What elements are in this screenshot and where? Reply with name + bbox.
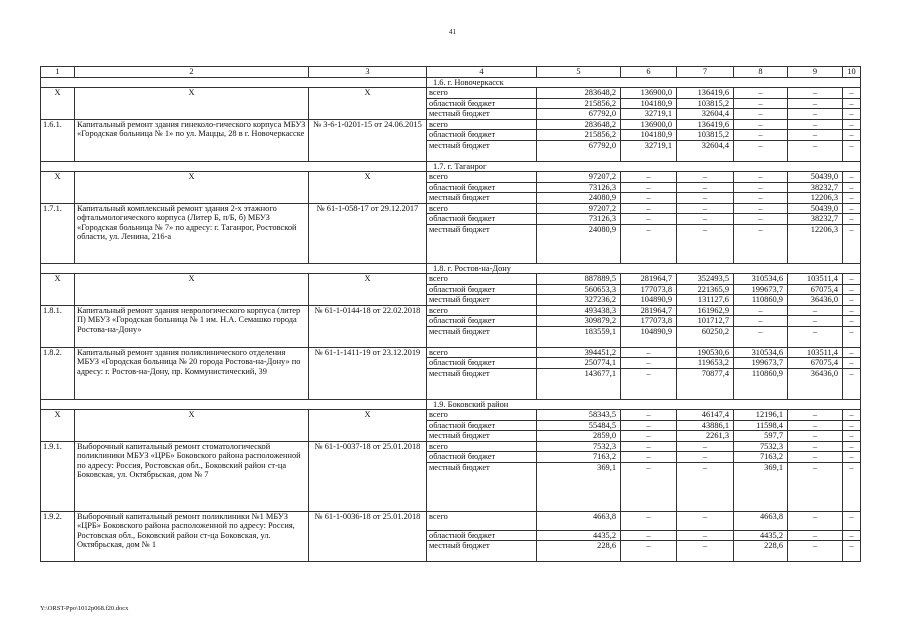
amount-cell: – — [843, 109, 861, 120]
amount-cell: 281964,7 — [621, 274, 677, 285]
item-number: 1.6.1. — [41, 119, 75, 161]
amount-cell: 55484,5 — [537, 420, 621, 431]
amount-cell: 352493,5 — [677, 274, 734, 285]
total-marker: Х — [41, 410, 75, 442]
amount-cell: – — [788, 431, 843, 442]
amount-cell: 183559,1 — [537, 326, 621, 347]
column-header: 4 — [427, 67, 537, 78]
amount-cell: 101712,7 — [677, 316, 734, 327]
amount-cell: – — [734, 193, 788, 204]
amount-cell: – — [677, 203, 734, 214]
amount-cell: – — [788, 316, 843, 327]
amount-cell: – — [843, 530, 861, 541]
amount-cell: 131127,6 — [677, 295, 734, 306]
section-title: 1.8. г. Ростов-на-Дону — [427, 263, 861, 274]
budget-source-label: всего — [427, 203, 537, 214]
amount-cell: – — [621, 224, 677, 263]
amount-cell: 215856,2 — [537, 130, 621, 141]
section-title-row — [41, 263, 861, 274]
column-header: 2 — [75, 67, 309, 78]
section-title-row — [41, 399, 861, 410]
amount-cell: 177073,8 — [621, 316, 677, 327]
budget-source-label: всего — [427, 274, 537, 285]
amount-cell: 24080,9 — [537, 193, 621, 204]
amount-cell: – — [734, 316, 788, 327]
amount-cell: 2859,0 — [537, 431, 621, 442]
amount-cell: – — [843, 274, 861, 285]
item-document: № 61-1-058-17 от 29.12.2017 — [309, 203, 427, 263]
budget-source-label: всего — [427, 88, 537, 99]
amount-cell: 67792,0 — [537, 140, 621, 161]
amount-cell: 7163,2 — [537, 452, 621, 463]
amount-cell: – — [621, 410, 677, 421]
amount-cell: – — [734, 98, 788, 109]
amount-cell: 221365,9 — [677, 284, 734, 295]
amount-cell: – — [788, 305, 843, 316]
amount-cell: 12206,3 — [788, 193, 843, 204]
amount-cell: 32719,1 — [621, 109, 677, 120]
amount-cell: 24080,9 — [537, 224, 621, 263]
amount-cell: – — [677, 182, 734, 193]
section-title: 1.6. г. Новочеркасск — [427, 77, 861, 88]
amount-cell: 67792,0 — [537, 109, 621, 120]
amount-cell: – — [788, 410, 843, 421]
column-header: 10 — [843, 67, 861, 78]
amount-cell: – — [788, 530, 843, 541]
amount-cell: 4435,2 — [734, 530, 788, 541]
amount-cell: – — [621, 530, 677, 541]
section-total-row — [41, 88, 861, 99]
amount-cell: 369,1 — [537, 462, 621, 511]
amount-cell: – — [788, 462, 843, 511]
amount-cell: – — [843, 305, 861, 316]
budget-source-label: областной бюджет — [427, 316, 537, 327]
amount-cell: – — [734, 140, 788, 161]
amount-cell: – — [843, 441, 861, 452]
amount-cell: 250774,1 — [537, 358, 621, 369]
amount-cell: – — [843, 410, 861, 421]
section-total-row — [41, 274, 861, 285]
amount-cell: 7163,2 — [734, 452, 788, 463]
item-row — [41, 305, 861, 316]
amount-cell: 119653,2 — [677, 358, 734, 369]
amount-cell: – — [677, 462, 734, 511]
column-header: 7 — [677, 67, 734, 78]
amount-cell: – — [788, 88, 843, 99]
section-spacer — [41, 263, 427, 274]
amount-cell: – — [677, 193, 734, 204]
amount-cell: 43886,1 — [677, 420, 734, 431]
amount-cell: 32719,1 — [621, 140, 677, 161]
amount-cell: – — [788, 326, 843, 347]
budget-source-label: всего — [427, 119, 537, 130]
budget-source-label: всего — [427, 511, 537, 530]
amount-cell: 97207,2 — [537, 172, 621, 183]
amount-cell: – — [843, 88, 861, 99]
amount-cell: – — [621, 452, 677, 463]
amount-cell: – — [621, 541, 677, 562]
item-name: Капитальный комплексный ремонт здания 2-х этажного офтальмологического корпуса (Литер Б, п/Б, б) МБУЗ «Городская больница № 7» по адресу: г. Таганрог, Ростовской области, ул. Ленина, 216-а — [75, 203, 309, 263]
amount-cell: 36436,0 — [788, 295, 843, 306]
amount-cell: 12196,1 — [734, 410, 788, 421]
column-header: 3 — [309, 67, 427, 78]
amount-cell: 4435,2 — [537, 530, 621, 541]
amount-cell: – — [843, 172, 861, 183]
budget-source-label: областной бюджет — [427, 284, 537, 295]
amount-cell: 50439,0 — [788, 203, 843, 214]
amount-cell: 310534,6 — [734, 274, 788, 285]
total-marker: Х — [41, 172, 75, 204]
amount-cell: 228,6 — [734, 541, 788, 562]
item-row — [41, 511, 861, 530]
item-name: Капитальный ремонт здания неврологического корпуса (литер П) МБУЗ «Городская больница № 1 им. Н.А. Семашко города Ростова-на-Дону» — [75, 305, 309, 347]
total-marker: Х — [309, 410, 427, 442]
amount-cell: 136900,0 — [621, 119, 677, 130]
total-marker: Х — [75, 172, 309, 204]
amount-cell: – — [843, 462, 861, 511]
amount-cell: 310534,6 — [734, 347, 788, 358]
total-marker: Х — [41, 274, 75, 306]
amount-cell: 32604,4 — [677, 109, 734, 120]
amount-cell: 32604,4 — [677, 140, 734, 161]
amount-cell: 38232,7 — [788, 182, 843, 193]
budget-source-label: всего — [427, 172, 537, 183]
amount-cell: 70877,4 — [677, 368, 734, 399]
amount-cell: 36436,0 — [788, 368, 843, 399]
amount-cell: 104180,9 — [621, 130, 677, 141]
amount-cell: – — [843, 140, 861, 161]
amount-cell: 104890,9 — [621, 295, 677, 306]
amount-cell: 67075,4 — [788, 358, 843, 369]
amount-cell: – — [788, 98, 843, 109]
amount-cell: – — [843, 98, 861, 109]
total-marker: Х — [309, 172, 427, 204]
item-row — [41, 347, 861, 358]
amount-cell: 104890,9 — [621, 326, 677, 347]
budget-source-label: областной бюджет — [427, 452, 537, 463]
amount-cell: – — [677, 224, 734, 263]
amount-cell: 281964,7 — [621, 305, 677, 316]
item-name: Выборочный капитальный ремонт поликлиники №1 МБУЗ «ЦРБ» Боковского района расположенной по адресу: Россия, Ростовская обл., Боковский район ст-ца Боковская, ул. Октябрьская, дом № 1 — [75, 511, 309, 562]
budget-source-label: всего — [427, 305, 537, 316]
amount-cell: 103815,2 — [677, 98, 734, 109]
amount-cell: – — [677, 530, 734, 541]
amount-cell: 7532,3 — [734, 441, 788, 452]
amount-cell: – — [788, 452, 843, 463]
file-path-footer: Y:\ORST-Ppo\1012p068.f20.docx — [40, 605, 129, 612]
section-title-row — [41, 77, 861, 88]
item-row — [41, 203, 861, 214]
amount-cell: – — [734, 224, 788, 263]
amount-cell: 12206,3 — [788, 224, 843, 263]
amount-cell: – — [677, 441, 734, 452]
section-spacer — [41, 399, 427, 410]
amount-cell: 327236,2 — [537, 295, 621, 306]
amount-cell: – — [843, 326, 861, 347]
amount-cell: – — [843, 119, 861, 130]
section-total-row — [41, 410, 861, 421]
amount-cell: 73126,3 — [537, 182, 621, 193]
total-marker: Х — [75, 410, 309, 442]
amount-cell: – — [621, 431, 677, 442]
amount-cell: – — [734, 130, 788, 141]
amount-cell: 199673,7 — [734, 358, 788, 369]
amount-cell: – — [677, 452, 734, 463]
item-number: 1.8.1. — [41, 305, 75, 347]
amount-cell: – — [843, 295, 861, 306]
amount-cell: – — [843, 541, 861, 562]
amount-cell: 7532,3 — [537, 441, 621, 452]
section-title: 1.9. Боковский район — [427, 399, 861, 410]
item-document: № 61-1-1411-19 от 23.12.2019 — [309, 347, 427, 399]
table-body — [41, 67, 861, 562]
budget-source-label: местный бюджет — [427, 326, 537, 347]
budget-source-label: местный бюджет — [427, 462, 537, 511]
amount-cell: – — [677, 511, 734, 530]
amount-cell: – — [843, 347, 861, 358]
amount-cell: – — [843, 224, 861, 263]
amount-cell: 177073,8 — [621, 284, 677, 295]
amount-cell: 11598,4 — [734, 420, 788, 431]
budget-source-label: местный бюджет — [427, 541, 537, 562]
amount-cell: 136900,0 — [621, 88, 677, 99]
amount-cell: – — [788, 511, 843, 530]
amount-cell: 161962,9 — [677, 305, 734, 316]
amount-cell: 103815,2 — [677, 130, 734, 141]
amount-cell: – — [621, 347, 677, 358]
amount-cell: 394451,2 — [537, 347, 621, 358]
amount-cell: – — [788, 441, 843, 452]
budget-source-label: областной бюджет — [427, 214, 537, 225]
amount-cell: – — [734, 214, 788, 225]
amount-cell: 283648,2 — [537, 119, 621, 130]
amount-cell: – — [734, 172, 788, 183]
budget-source-label: местный бюджет — [427, 109, 537, 120]
amount-cell: 50439,0 — [788, 172, 843, 183]
amount-cell: – — [734, 305, 788, 316]
budget-source-label: местный бюджет — [427, 431, 537, 442]
amount-cell: – — [843, 130, 861, 141]
amount-cell: – — [621, 182, 677, 193]
amount-cell: – — [621, 368, 677, 399]
amount-cell: 58343,5 — [537, 410, 621, 421]
amount-cell: – — [788, 119, 843, 130]
amount-cell: – — [843, 214, 861, 225]
amount-cell: 67075,4 — [788, 284, 843, 295]
amount-cell: – — [734, 119, 788, 130]
amount-cell: 560653,3 — [537, 284, 621, 295]
amount-cell: – — [621, 420, 677, 431]
budget-source-label: областной бюджет — [427, 182, 537, 193]
amount-cell: 199673,7 — [734, 284, 788, 295]
budget-source-label: всего — [427, 410, 537, 421]
amount-cell: 103511,4 — [788, 274, 843, 285]
item-name: Капитальный ремонт здания гинеколо-гического корпуса МБУЗ «Городская больница № 1» по ул. Маццы, 28 в г. Новочеркасске — [75, 119, 309, 161]
amount-cell: 190530,6 — [677, 347, 734, 358]
amount-cell: – — [621, 172, 677, 183]
budget-source-label: областной бюджет — [427, 358, 537, 369]
amount-cell: 2261,3 — [677, 431, 734, 442]
amount-cell: 597,7 — [734, 431, 788, 442]
amount-cell: 103511,4 — [788, 347, 843, 358]
amount-cell: – — [843, 316, 861, 327]
amount-cell: – — [843, 368, 861, 399]
budget-source-label: местный бюджет — [427, 368, 537, 399]
amount-cell: – — [843, 193, 861, 204]
section-spacer — [41, 161, 427, 172]
amount-cell: – — [843, 284, 861, 295]
budget-source-label: местный бюджет — [427, 295, 537, 306]
budget-source-label: областной бюджет — [427, 420, 537, 431]
amount-cell: – — [788, 130, 843, 141]
budget-source-label: местный бюджет — [427, 193, 537, 204]
item-document: № 61-1-0036-18 от 25.01.2018 — [309, 511, 427, 562]
amount-cell: – — [677, 541, 734, 562]
column-header: 5 — [537, 67, 621, 78]
budget-source-label: всего — [427, 347, 537, 358]
section-title-row — [41, 161, 861, 172]
item-document: № 61-1-0144-18 от 22.02.2018 — [309, 305, 427, 347]
amount-cell: – — [788, 140, 843, 161]
amount-cell: – — [788, 541, 843, 562]
amount-cell: – — [621, 193, 677, 204]
budget-source-label: областной бюджет — [427, 98, 537, 109]
amount-cell: – — [621, 462, 677, 511]
item-number: 1.9.2. — [41, 511, 75, 562]
amount-cell: – — [621, 203, 677, 214]
amount-cell: – — [621, 441, 677, 452]
amount-cell: – — [734, 109, 788, 120]
item-document: № 61-1-0037-18 от 25.01.2018 — [309, 441, 427, 511]
item-row — [41, 441, 861, 452]
column-header: 6 — [621, 67, 677, 78]
column-header: 8 — [734, 67, 788, 78]
amount-cell: – — [843, 420, 861, 431]
amount-cell: – — [734, 203, 788, 214]
amount-cell: 60250,2 — [677, 326, 734, 347]
section-title: 1.7. г. Таганрог — [427, 161, 861, 172]
amount-cell: 110860,9 — [734, 368, 788, 399]
total-marker: Х — [309, 88, 427, 120]
budget-source-label: областной бюджет — [427, 130, 537, 141]
page-number: 41 — [449, 28, 456, 36]
budget-source-label: всего — [427, 441, 537, 452]
amount-cell: 369,1 — [734, 462, 788, 511]
total-marker: Х — [41, 88, 75, 120]
amount-cell: 143677,1 — [537, 368, 621, 399]
amount-cell: – — [843, 431, 861, 442]
amount-cell: – — [843, 511, 861, 530]
budget-table — [40, 66, 861, 562]
amount-cell: 4663,8 — [734, 511, 788, 530]
amount-cell: 136419,6 — [677, 119, 734, 130]
column-header: 1 — [41, 67, 75, 78]
amount-cell: 136419,6 — [677, 88, 734, 99]
amount-cell: – — [621, 214, 677, 225]
amount-cell: – — [843, 452, 861, 463]
budget-source-label: областной бюджет — [427, 530, 537, 541]
amount-cell: 887889,5 — [537, 274, 621, 285]
amount-cell: – — [734, 326, 788, 347]
amount-cell: 4663,8 — [537, 511, 621, 530]
amount-cell: 215856,2 — [537, 98, 621, 109]
amount-cell: 104180,9 — [621, 98, 677, 109]
amount-cell: – — [677, 214, 734, 225]
budget-source-label: местный бюджет — [427, 224, 537, 263]
item-number: 1.7.1. — [41, 203, 75, 263]
item-name: Капитальный ремонт здания поликлинического отделения МБУЗ «Городская больница № 20 города Ростова-на-Дону» по адресу: г. Ростов-на-Дону, пр. Коммунистический, 39 — [75, 347, 309, 399]
amount-cell: – — [621, 511, 677, 530]
item-number: 1.9.1. — [41, 441, 75, 511]
amount-cell: – — [677, 172, 734, 183]
total-marker: Х — [75, 274, 309, 306]
amount-cell: 73126,3 — [537, 214, 621, 225]
total-marker: Х — [75, 88, 309, 120]
amount-cell: 110860,9 — [734, 295, 788, 306]
amount-cell: – — [734, 88, 788, 99]
amount-cell: – — [788, 420, 843, 431]
amount-cell: – — [843, 358, 861, 369]
amount-cell: – — [843, 203, 861, 214]
amount-cell: – — [788, 109, 843, 120]
section-total-row — [41, 172, 861, 183]
item-number: 1.8.2. — [41, 347, 75, 399]
item-document: № 3-6-1-0201-15 от 24.06.2015 — [309, 119, 427, 161]
amount-cell: 97207,2 — [537, 203, 621, 214]
column-header-row — [41, 67, 861, 78]
column-header: 9 — [788, 67, 843, 78]
amount-cell: 46147,4 — [677, 410, 734, 421]
amount-cell: 309879,2 — [537, 316, 621, 327]
amount-cell: 38232,7 — [788, 214, 843, 225]
amount-cell: – — [734, 182, 788, 193]
amount-cell: – — [621, 358, 677, 369]
amount-cell: 228,6 — [537, 541, 621, 562]
budget-source-label: местный бюджет — [427, 140, 537, 161]
total-marker: Х — [309, 274, 427, 306]
section-spacer — [41, 77, 427, 88]
amount-cell: 283648,2 — [537, 88, 621, 99]
amount-cell: 493438,3 — [537, 305, 621, 316]
amount-cell: – — [843, 182, 861, 193]
item-row — [41, 119, 861, 130]
item-name: Выборочный капитальный ремонт стоматологической поликлиники МБУЗ «ЦРБ» Боковского района расположенной по адресу: Россия, Ростовская обл., Боковский район ст-ца Боковская, ул. Октябрьская, дом № 7 — [75, 441, 309, 511]
